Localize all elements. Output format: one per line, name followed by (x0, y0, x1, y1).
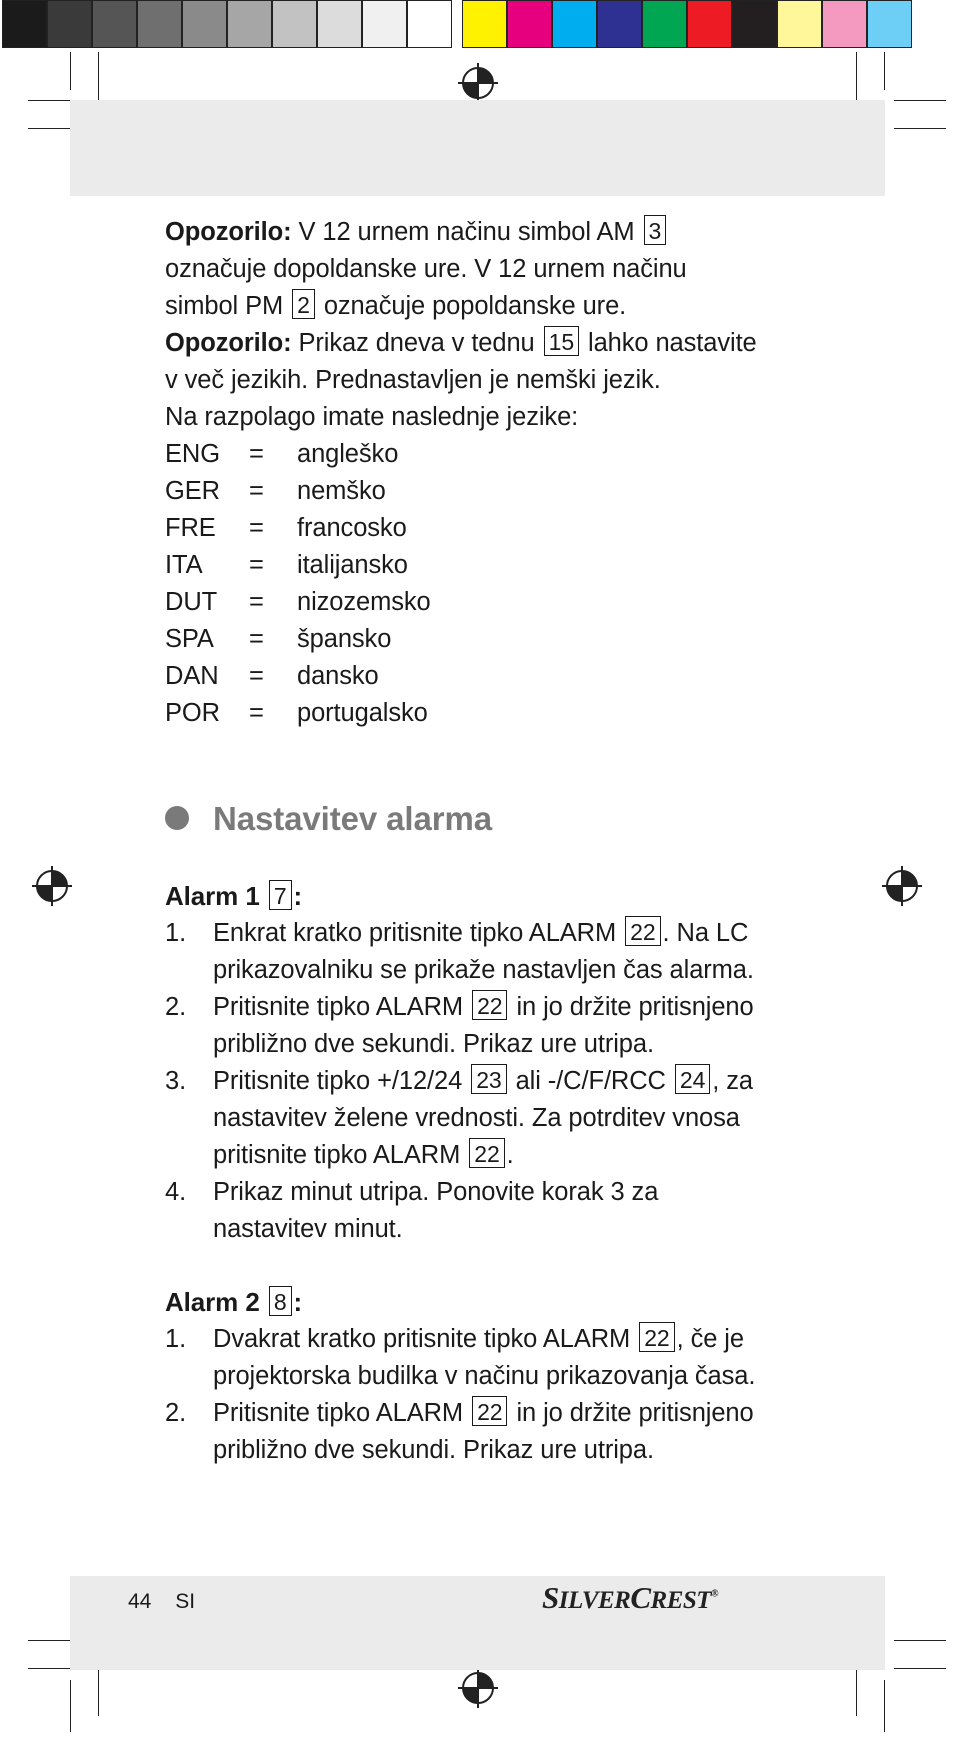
step-number: 2. (165, 1399, 187, 1427)
color-swatch (867, 0, 912, 48)
language-code: DUT (165, 588, 218, 616)
list-item (165, 1321, 765, 1395)
crop-mark (894, 1668, 946, 1669)
color-swatch (822, 0, 867, 48)
step-text (213, 1063, 765, 1174)
colon: : (293, 1287, 303, 1317)
step-text-part: . Na LC prikazovalniku se prikaže nastavljen čas alarma. (213, 919, 754, 984)
equals-sign: = (249, 514, 264, 542)
language-code: FRE (165, 514, 216, 542)
section-title: Nastavitev alarma (213, 799, 492, 837)
language-code: DAN (165, 662, 219, 690)
color-swatch (642, 0, 687, 48)
color-swatch (182, 0, 227, 48)
note-label: Opozorilo: (165, 329, 292, 357)
step-text-part: in jo držite pritisnjeno približno dve sekundi. Prikaz ure utripa. (213, 1399, 754, 1464)
language-list (165, 436, 765, 732)
language-row (165, 547, 765, 584)
step-number: 1. (165, 1325, 187, 1353)
registration-mark-icon (458, 63, 498, 103)
registration-mark-icon (882, 866, 922, 906)
language-row (165, 473, 765, 510)
reference-number: 24 (675, 1064, 710, 1094)
color-swatch (552, 0, 597, 48)
logo-part: ILVER (558, 1587, 631, 1614)
equals-sign: = (249, 662, 264, 690)
page-content (165, 214, 765, 1469)
language-row (165, 436, 765, 473)
language-name: špansko (297, 625, 392, 653)
alarm2-heading (165, 1284, 765, 1321)
equals-sign: = (249, 551, 264, 579)
language-name: nemško (297, 477, 386, 505)
reference-number: 22 (472, 990, 507, 1020)
language-name: portugalsko (297, 699, 428, 727)
step-number: 3. (165, 1067, 187, 1095)
step-number: 2. (165, 993, 187, 1021)
color-swatch (362, 0, 407, 48)
section-heading (165, 798, 765, 838)
color-swatch (2, 0, 47, 48)
crop-mark (856, 52, 857, 107)
reference-number: 8 (269, 1286, 292, 1316)
note-text: Prikaz dneva v tednu (298, 329, 535, 357)
crop-mark (70, 52, 71, 90)
alarm2-label: Alarm 2 (165, 1287, 260, 1317)
reference-number: 23 (471, 1064, 506, 1094)
list-item (165, 915, 765, 989)
step-text-part: , če je projektorska budilka v načinu prikazovanja časa. (213, 1325, 756, 1390)
color-swatch (137, 0, 182, 48)
logo-part: REST (650, 1587, 712, 1614)
language-name: angleško (297, 440, 399, 468)
bullet-icon (165, 806, 189, 830)
step-text-part: ali -/C/F/RCC (515, 1067, 666, 1095)
step-text-part: Enkrat kratko pritisnite tipko ALARM (213, 919, 617, 947)
list-item (165, 1063, 765, 1174)
crop-mark (894, 128, 946, 129)
reference-number: 22 (625, 916, 660, 946)
page-number: 44 (128, 1590, 152, 1613)
color-swatch (272, 0, 317, 48)
colon: : (293, 881, 303, 911)
color-swatch (507, 0, 552, 48)
header-band (70, 100, 885, 196)
color-swatch (777, 0, 822, 48)
color-swatch (732, 0, 777, 48)
step-text (213, 1395, 765, 1469)
step-text: Prikaz minut utripa. Ponovite korak 3 za nastavitev minut. (213, 1178, 659, 1243)
step-text-part: . (506, 1141, 514, 1169)
crop-mark (884, 52, 885, 90)
reference-number: 2 (292, 289, 315, 319)
reference-number: 22 (639, 1322, 674, 1352)
note-text: lahko nastavite v več jezikih. Prednastavljen je nemški jezik. (165, 329, 757, 394)
crop-mark (98, 1664, 99, 1716)
step-text-part: in jo držite pritisnjeno približno dve sekundi. Prikaz ure utripa. (213, 993, 754, 1058)
language-name: francosko (297, 514, 407, 542)
equals-sign: = (249, 625, 264, 653)
step-text-part: Dvakrat kratko pritisnite tipko ALARM (213, 1325, 631, 1353)
step-text-part: Pritisnite tipko ALARM (213, 993, 464, 1021)
alarm1-steps (165, 915, 765, 1248)
note-text: označuje popoldanske ure. (323, 292, 627, 320)
reference-number: 22 (472, 1396, 507, 1426)
language-code: POR (165, 699, 220, 727)
step-text (213, 989, 765, 1063)
language-name: dansko (297, 662, 379, 690)
language-row (165, 658, 765, 695)
language-row (165, 584, 765, 621)
color-swatch (597, 0, 642, 48)
reference-number: 22 (469, 1138, 504, 1168)
language-code: SI (175, 1590, 196, 1613)
silvercrest-logo (542, 1580, 718, 1616)
registration-mark-icon (32, 866, 72, 906)
equals-sign: = (249, 440, 264, 468)
color-swatch (462, 0, 507, 48)
logo-part: C (630, 1580, 651, 1615)
note-label: Opozorilo: (165, 218, 292, 246)
alarm2-steps (165, 1321, 765, 1469)
step-text-part: Pritisnite tipko +/12/24 (213, 1067, 463, 1095)
crop-mark (98, 52, 99, 107)
language-name: italijansko (297, 551, 408, 579)
page-footer (128, 1586, 213, 1618)
color-calibration-bar (0, 0, 954, 50)
language-name: nizozemsko (297, 588, 431, 616)
crop-mark (894, 1640, 946, 1641)
note-am-pm (165, 214, 765, 325)
list-item (165, 1174, 765, 1248)
reference-number: 7 (269, 880, 292, 910)
equals-sign: = (249, 588, 264, 616)
crop-mark (856, 1664, 857, 1716)
note-text: označuje dopoldanske ure. V 12 urnem načinu simbol PM (165, 255, 687, 320)
step-text-part: , za nastavitev želene vrednosti. Za potrditev vnosa pritisnite tipko ALARM (213, 1067, 753, 1169)
note-weekday-language (165, 325, 765, 399)
color-swatch (227, 0, 272, 48)
crop-mark (884, 1680, 885, 1732)
color-swatch (687, 0, 732, 48)
language-code: ENG (165, 440, 220, 468)
crop-mark (894, 100, 946, 101)
language-row (165, 621, 765, 658)
color-swatch (407, 0, 452, 48)
alarm1-heading (165, 878, 765, 915)
list-item (165, 1395, 765, 1469)
registered-mark: ® (711, 1588, 719, 1600)
crop-mark (70, 1680, 71, 1732)
equals-sign: = (249, 699, 264, 727)
alarm1-label: Alarm 1 (165, 881, 260, 911)
color-swatch (47, 0, 92, 48)
registration-mark-icon (458, 1668, 498, 1708)
reference-number: 15 (544, 326, 579, 356)
language-code: GER (165, 477, 220, 505)
equals-sign: = (249, 477, 264, 505)
list-item (165, 989, 765, 1063)
language-code: SPA (165, 625, 214, 653)
color-swatch (92, 0, 137, 48)
languages-intro: Na razpolago imate naslednje jezike: (165, 403, 579, 431)
reference-number: 3 (644, 215, 667, 245)
color-swatch (317, 0, 362, 48)
step-number: 4. (165, 1178, 187, 1206)
step-number: 1. (165, 919, 187, 947)
language-row (165, 510, 765, 547)
language-row (165, 695, 765, 732)
step-text (213, 915, 765, 989)
logo-part: S (542, 1580, 559, 1615)
language-code: ITA (165, 551, 203, 579)
step-text (213, 1321, 765, 1395)
note-text: V 12 urnem načinu simbol AM (298, 218, 635, 246)
step-text-part: Pritisnite tipko ALARM (213, 1399, 464, 1427)
